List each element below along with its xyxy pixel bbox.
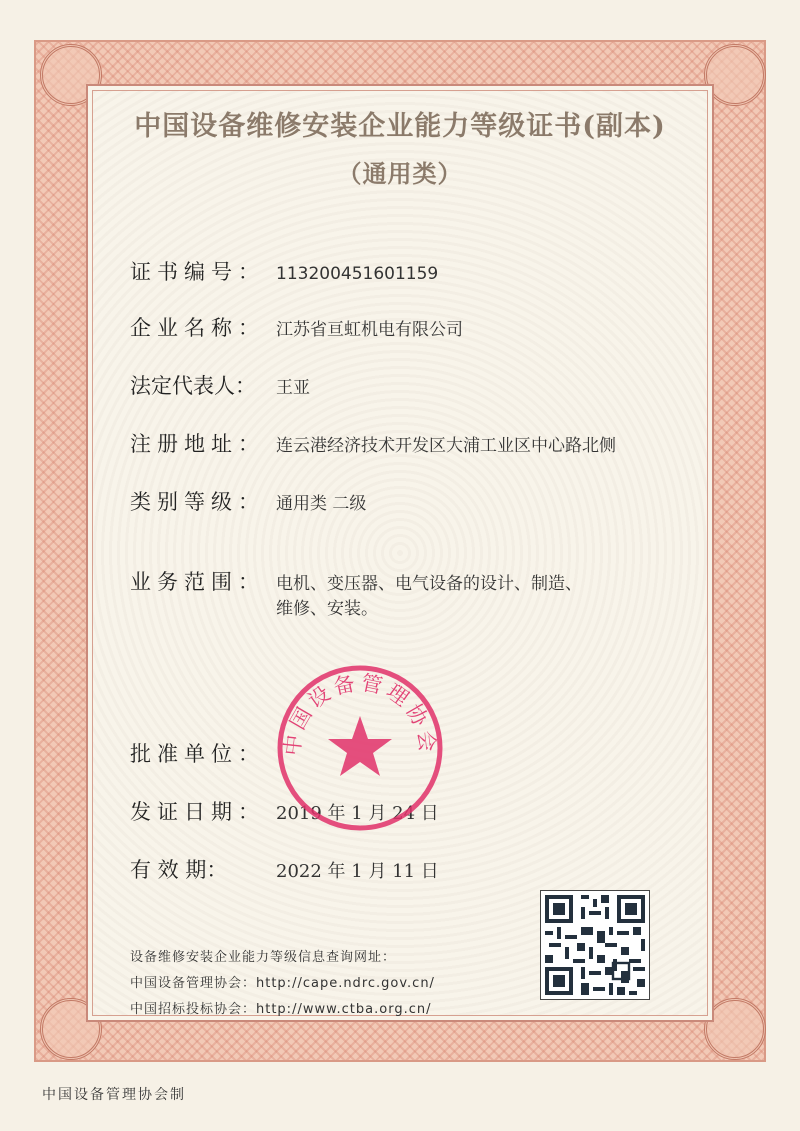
issuer-footer: 中国设备管理协会制 [42,1087,186,1103]
field-valid-until [130,854,439,884]
field-label: 发证日期： [130,800,265,824]
field-label: 有 效 期： [130,858,228,882]
field-approval-unit [130,738,276,768]
field-company-name [130,312,463,342]
field-business-scope [130,566,582,596]
field-label: 类别等级： [130,490,265,514]
query-link-ctba[interactable]: 中国招标投标协会：http://www.ctba.org.cn/ [130,1002,432,1017]
field-registered-address [130,428,616,458]
field-value: 113200451601159 [276,264,439,284]
query-link-cape[interactable]: 中国设备管理协会：http://cape.ndrc.gov.cn/ [130,976,435,991]
qr-code-icon [540,890,650,1000]
field-value: 江苏省亘虹机电有限公司 [276,320,463,340]
field-value: 连云港经济技术开发区大浦工业区中心路北侧 [276,436,616,456]
field-business-scope-line2 [130,594,378,619]
official-seal [276,664,444,832]
field-label: 业务范围： [130,570,265,594]
field-value: 王亚 [276,378,310,398]
field-value: 维修、安装。 [276,599,378,619]
field-label: 批准单位： [130,742,265,766]
field-label: 注册地址： [130,432,265,456]
field-certificate-number [130,256,438,286]
certificate-title: 中国设备维修安装企业能力等级证书(副本) [134,111,666,142]
field-label: 法定代表人： [130,374,256,398]
seal-text: 中国设备管理协会 [280,670,440,757]
field-value: 2022 年 1 月 11 日 [276,861,439,882]
field-label: 证书编号： [130,260,265,284]
field-value: 通用类 二级 [276,494,367,514]
field-category-grade [130,486,366,516]
field-value: 2019 年 1 月 24 日 [276,803,439,824]
certificate-subtitle: （通用类） [337,159,463,188]
seal-star-icon [328,716,392,776]
field-value: 电机、变压器、电气设备的设计、制造、 [276,574,582,594]
query-heading: 设备维修安装企业能力等级信息查询网址： [130,950,397,965]
field-label: 企业名称： [130,316,265,340]
field-legal-representative [130,370,310,400]
